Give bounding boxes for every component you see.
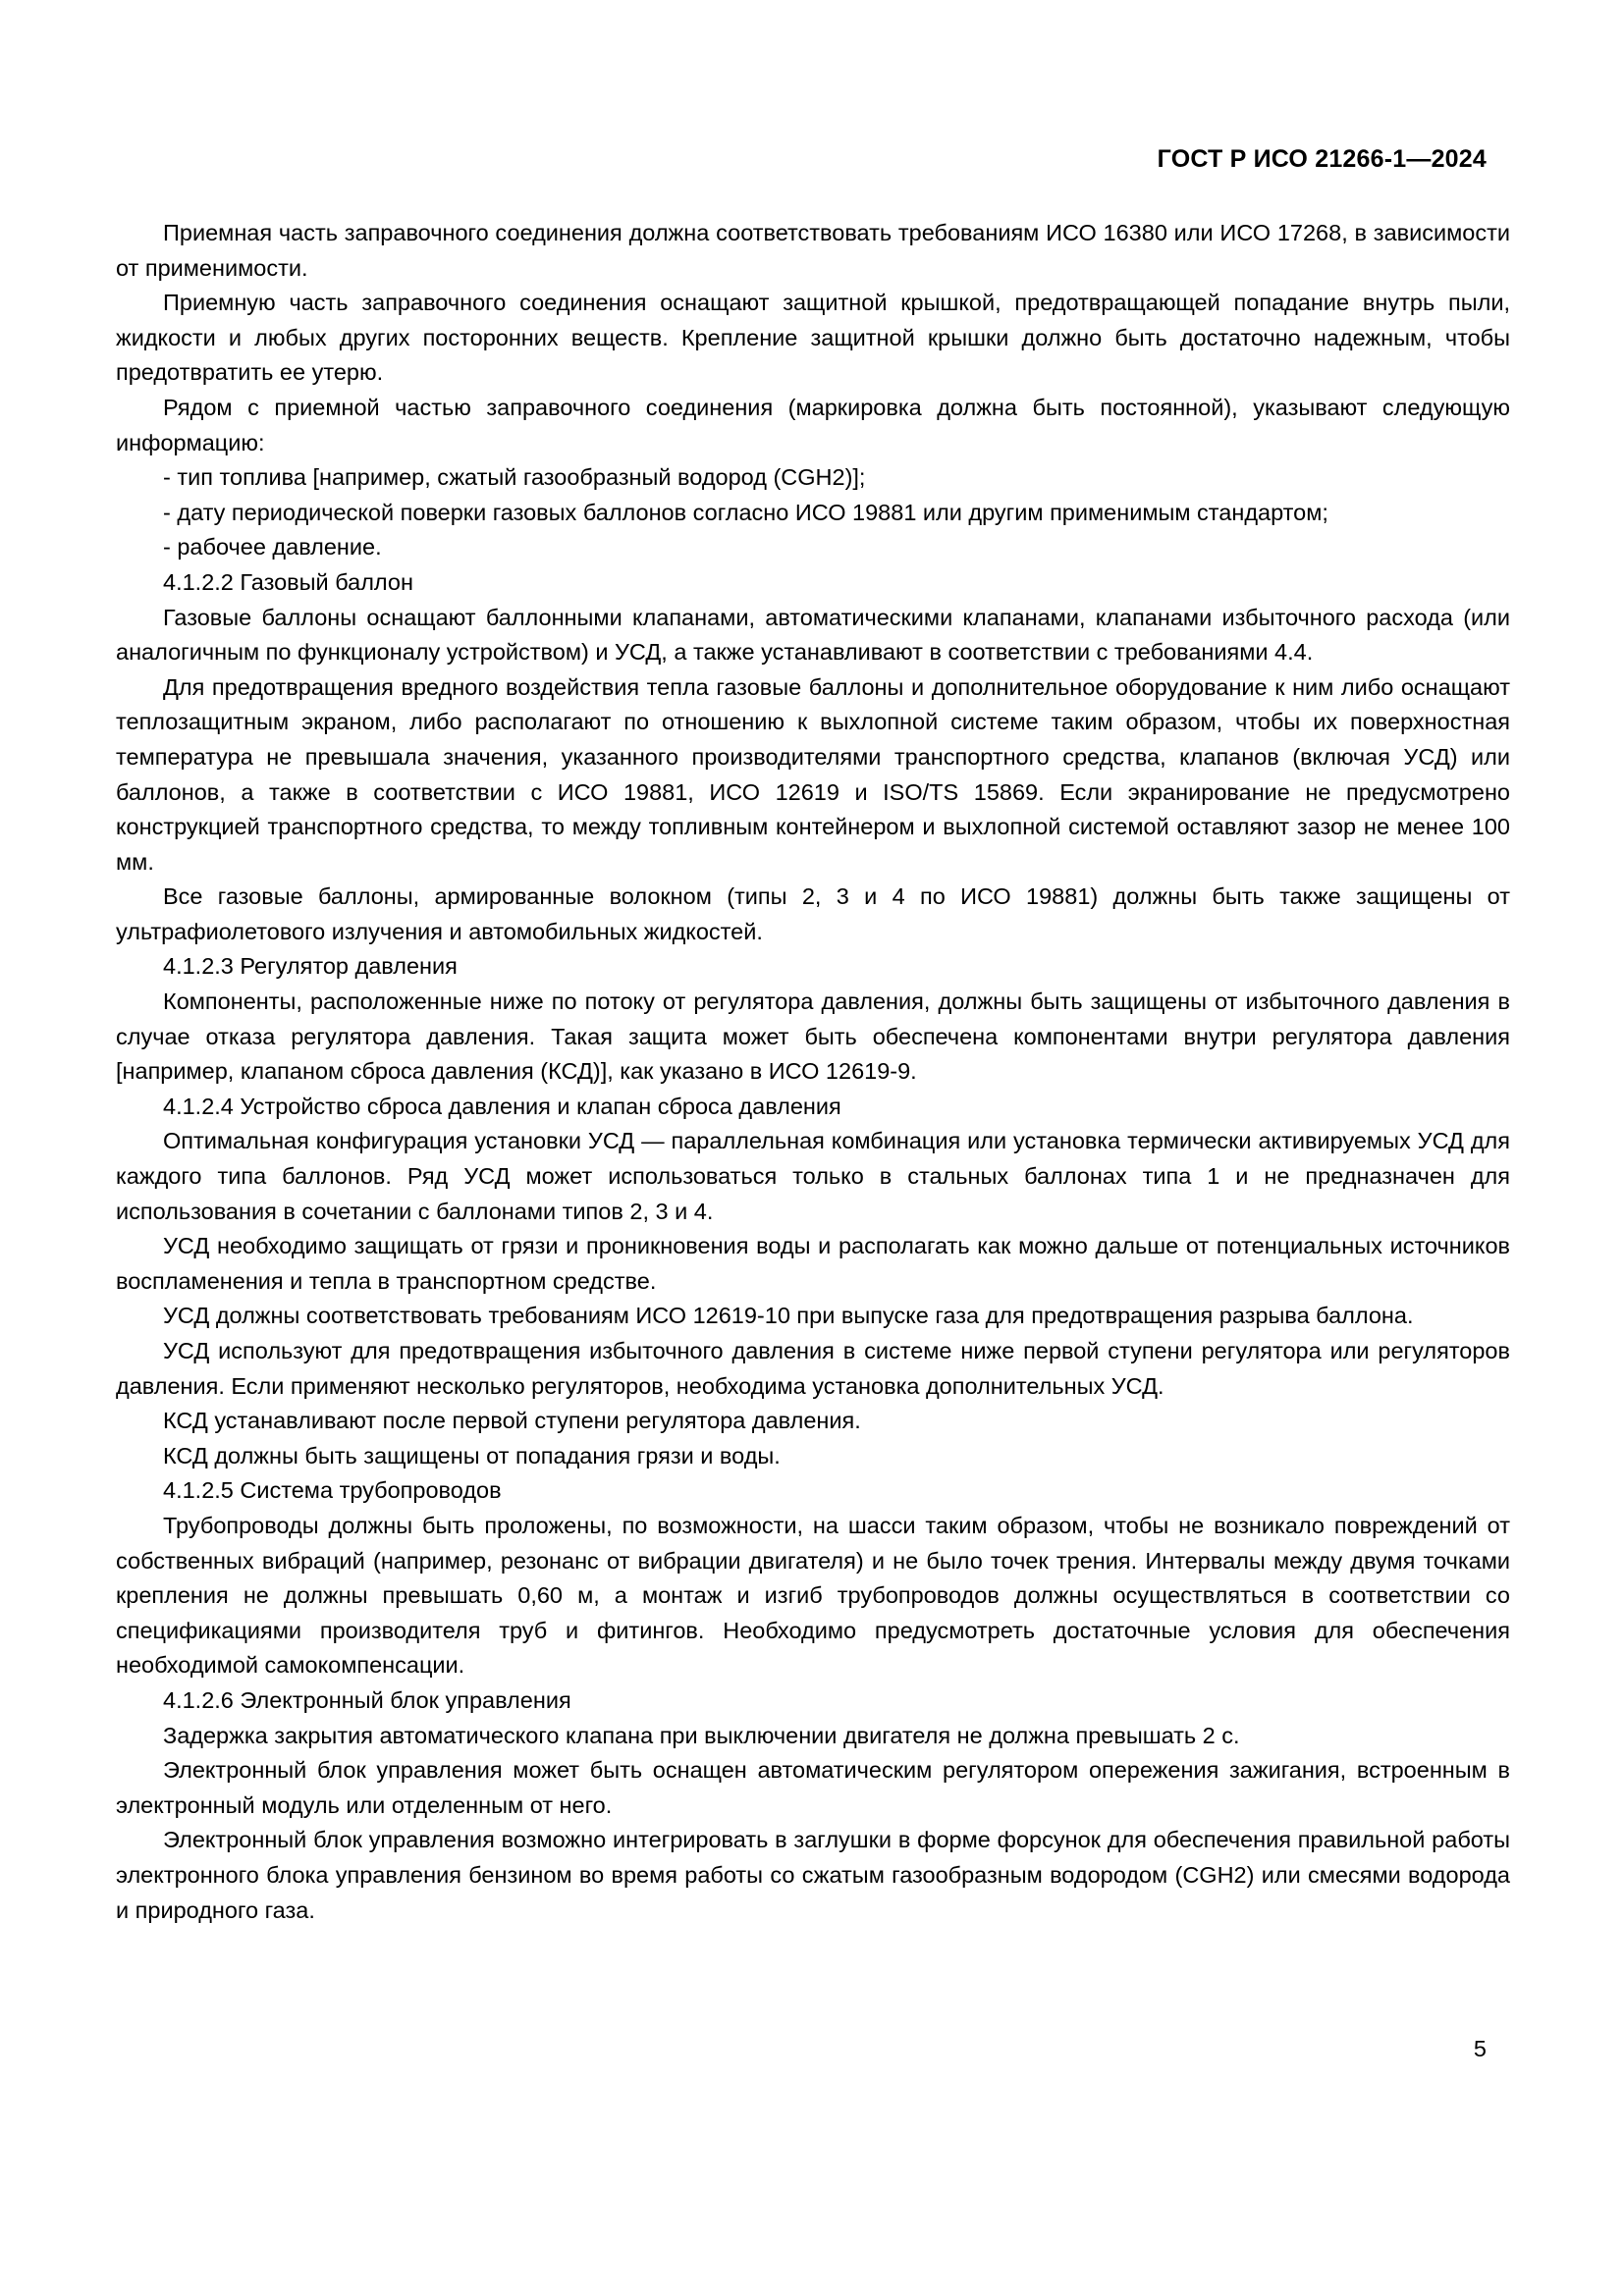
section-heading: 4.1.2.2 Газовый баллон bbox=[163, 568, 413, 595]
paragraph: УСД должны соответствовать требованиям ИСО 12619-10 при выпуске газа для предотвращения разрыва баллона. bbox=[163, 1303, 1414, 1329]
paragraph: Приемная часть заправочного соединения должна соответствовать требованиям ИСО 16380 или ИСО 17268, в зависимости от применимости. bbox=[116, 220, 1510, 281]
paragraph: Газовые баллоны оснащают баллонными клапанами, автоматическими клапанами, клапанами избыточного расхода (или аналогичным по функционалу устройством) и УСД, а также устанавливают в соответствии с требованиями 4.4. bbox=[116, 604, 1510, 666]
paragraph: Компоненты, расположенные ниже по потоку от регулятора давления, должны быть защищены от избыточного давления в случае отказа регулятора давления. Такая защита может быть обеспечена компонентами внутри регулятора давления [например, клапаном сброса давления (КСД)], как указано в ИСО 12619-9. bbox=[116, 988, 1510, 1085]
section-heading: 4.1.2.3 Регулятор давления bbox=[163, 953, 458, 980]
section-heading: 4.1.2.5 Система трубопроводов bbox=[163, 1477, 502, 1504]
paragraph: Рядом с приемной частью заправочного соединения (маркировка должна быть постоянной), указывают следующую информацию: bbox=[116, 394, 1510, 455]
section-heading: 4.1.2.6 Электронный блок управления bbox=[163, 1686, 571, 1713]
section-heading: 4.1.2.4 Устройство сброса давления и клапан сброса давления bbox=[163, 1093, 841, 1119]
paragraph: Все газовые баллоны, армированные волокном (типы 2, 3 и 4 по ИСО 19881) должны быть также защищены от ультрафиолетового излучения и автомобильных жидкостей. bbox=[116, 883, 1510, 944]
paragraph: Трубопроводы должны быть проложены, по возможности, на шасси таким образом, чтобы не возникало повреждений от собственных вибраций (например, резонанс от вибрации двигателя) и не было точек трения. Интервалы между двумя точками крепления не должны превышать 0,60 м, а монтаж и изгиб трубопроводов должны осуществляться в соответствии со спецификациями производителя труб и фитингов. Необходимо предусмотреть достаточные условия для обеспечения необходимой самокомпенсации. bbox=[116, 1512, 1510, 1679]
paragraph: КСД должны быть защищены от попадания грязи и воды. bbox=[163, 1442, 781, 1468]
page-number: 5 bbox=[1473, 2036, 1487, 2061]
list-item: - дату периодической поверки газовых баллонов согласно ИСО 19881 или другим применимым стандартом; bbox=[163, 499, 1328, 525]
paragraph: УСД используют для предотвращения избыточного давления в системе ниже первой ступени регулятора или регуляторов давления. Если применяют несколько регуляторов, необходима установка дополнительных УСД. bbox=[116, 1338, 1510, 1399]
paragraph: Оптимальная конфигурация установки УСД — параллельная комбинация или установка термически активируемых УСД для каждого типа баллонов. Ряд УСД может использоваться только в стальных баллонах типа 1 и не предназначен для использования в сочетании с баллонами типов 2, 3 и 4. bbox=[116, 1128, 1510, 1224]
paragraph: Приемную часть заправочного соединения оснащают защитной крышкой, предотвращающей попадание внутрь пыли, жидкости и любых других посторонних веществ. Крепление защитной крышки должно быть достаточно надежным, чтобы предотвратить ее утерю. bbox=[116, 290, 1510, 386]
paragraph: Электронный блок управления может быть оснащен автоматическим регулятором опережения зажигания, встроенным в электронный модуль или отделенным от него. bbox=[116, 1757, 1510, 1818]
paragraph: УСД необходимо защищать от грязи и проникновения воды и располагать как можно дальше от потенциальных источников воспламенения и тепла в транспортном средстве. bbox=[116, 1233, 1510, 1294]
list-item: - тип топлива [например, сжатый газообразный водород (CGH2)]; bbox=[163, 464, 866, 491]
paragraph: КСД устанавливают после первой ступени регулятора давления. bbox=[163, 1408, 861, 1434]
paragraph: Задержка закрытия автоматического клапана при выключении двигателя не должна превышать 2 с. bbox=[163, 1722, 1240, 1748]
page-header-standard-title: ГОСТ Р ИСО 21266-1—2024 bbox=[1157, 145, 1487, 173]
paragraph: Для предотвращения вредного воздействия тепла газовые баллоны и дополнительное оборудование к ним либо оснащают теплозащитным экраном, либо располагают по отношению к выхлопной системе таким образом, чтобы их поверхностная температура не превышала значения, указанного производителями транспортного средства, клапанов (включая УСД) или баллонов, а также в соответствии с ИСО 19881, ИСО 12619 и ISO/TS 15869. Если экранирование не предусмотрено конструкцией транспортного средства, то между топливным контейнером и выхлопной системой оставляют зазор не менее 100 мм. bbox=[116, 673, 1510, 875]
document-body bbox=[116, 216, 1510, 1928]
paragraph: Электронный блок управления возможно интегрировать в заглушки в форме форсунок для обеспечения правильной работы электронного блока управления бензином во время работы со сжатым газообразным водородом (CGH2) или смесями водорода и природного газа. bbox=[116, 1827, 1510, 1923]
list-item: - рабочее давление. bbox=[163, 534, 382, 561]
